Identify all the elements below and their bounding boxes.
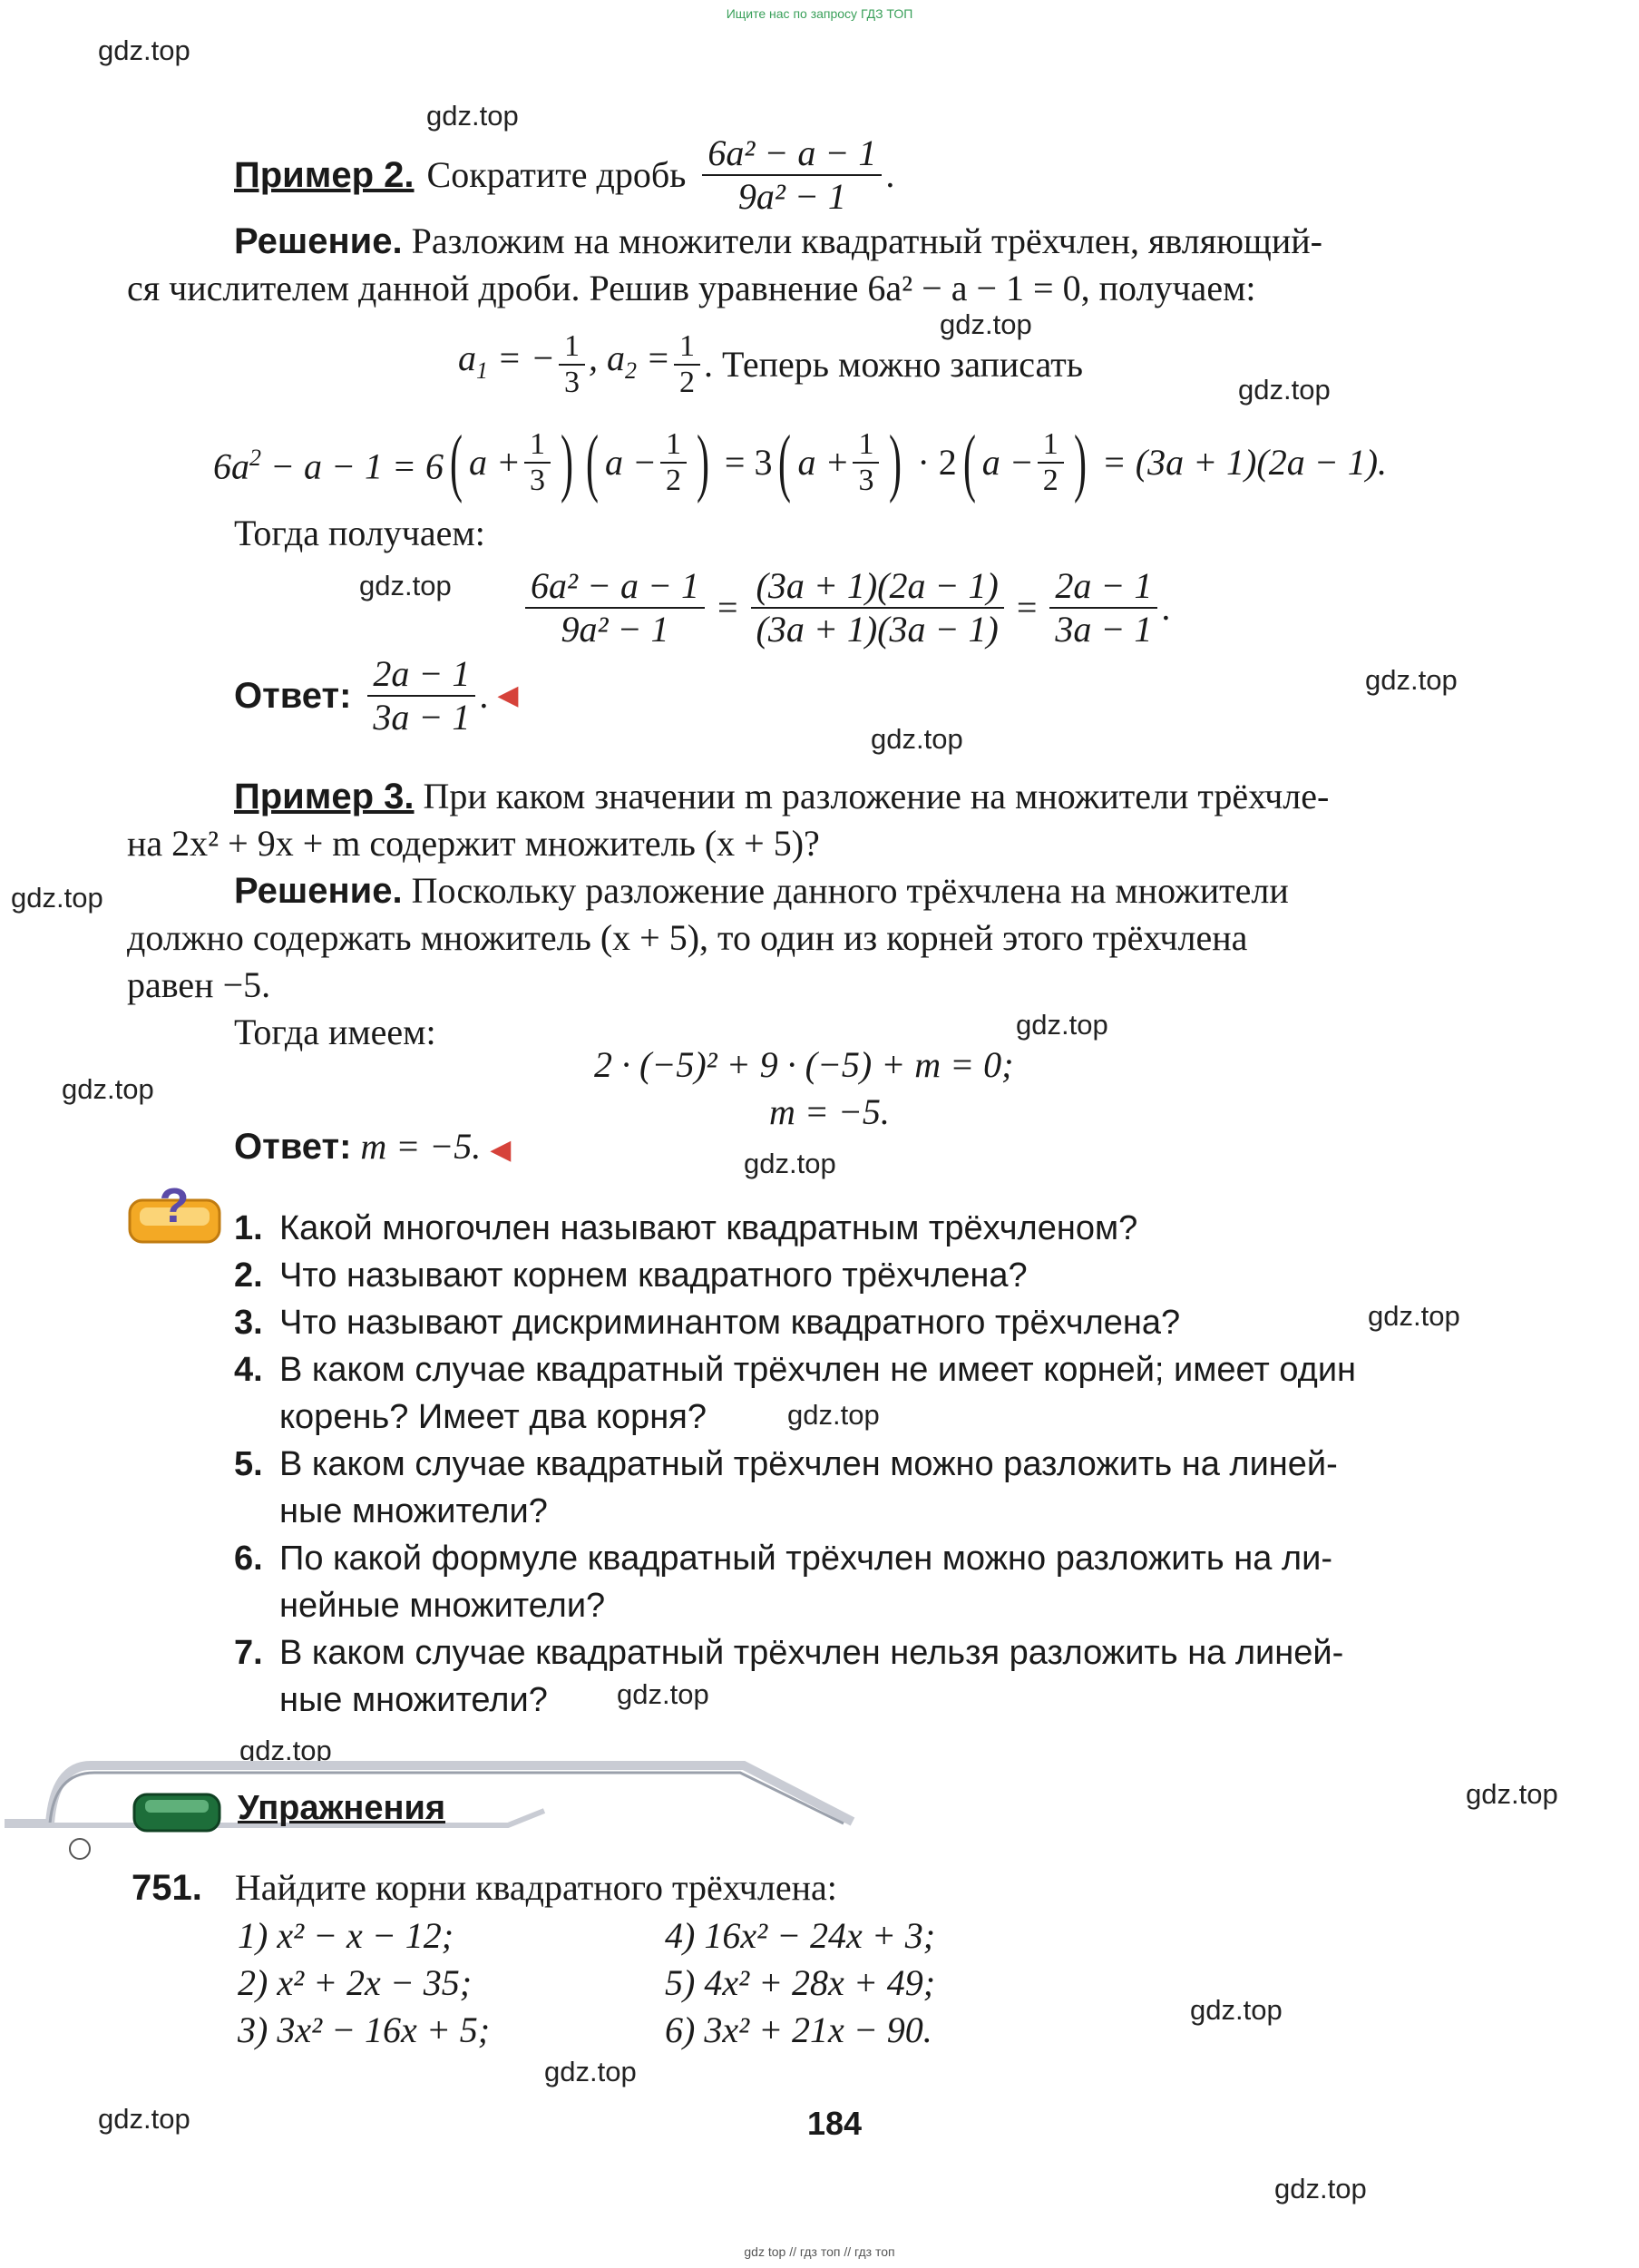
example2-task: Сократите дробь	[426, 154, 687, 195]
watermark: gdz.top	[787, 1399, 880, 1431]
questions-list	[234, 1205, 1551, 1724]
example2-header: Пример 2. Сократите дробь $\frac{\text{6a² − a − 1}}{\text{9a² − 1}}$ .	[234, 132, 895, 217]
watermark: gdz.top	[239, 1735, 332, 1766]
answer-label: Ответ:	[234, 676, 352, 716]
solution-text: Поскольку разложение данного трёхчлена на множители	[411, 870, 1289, 911]
example2-answer: Ответ: $\frac{2a - 1}{3a - 1}$ . ◀	[234, 653, 519, 738]
exercise-number: 751.	[132, 1868, 202, 1908]
exercise-items-right	[665, 1912, 935, 2054]
fraction-numerator: 6a² − a − 1	[702, 132, 882, 176]
answer-denominator: 3a − 1	[373, 697, 471, 738]
watermark: gdz.top	[98, 34, 190, 66]
watermark: gdz.top	[1368, 1300, 1460, 1332]
example2-label: Пример 2.	[234, 155, 415, 195]
end-marker-icon: ◀	[490, 1135, 512, 1165]
question-item: 2. Что называют корнем квадратного трёхчлена?	[234, 1256, 1028, 1295]
watermark: gdz.top	[1466, 1778, 1558, 1810]
example2-then: Тогда получаем:	[234, 513, 485, 553]
example3-answer	[234, 1123, 511, 1174]
watermark: gdz.top	[11, 882, 103, 914]
example3-then: Тогда имеем:	[234, 1012, 436, 1052]
solution-label: Решение.	[234, 871, 403, 911]
example3-task: При каком значении m разложение на множители трёхчле-	[423, 776, 1330, 816]
svg-text:?: ?	[159, 1184, 190, 1233]
example3-eq1: 2 · (−5)² + 9 · (−5) + m = 0;	[594, 1044, 1014, 1085]
exercise-item: 2) x² + 2x − 35;	[238, 1962, 473, 2003]
exercise-751	[132, 1864, 837, 1911]
watermark: gdz.top	[871, 723, 963, 755]
answer-value: m = −5.	[360, 1126, 482, 1167]
solution-label: Решение.	[234, 221, 403, 261]
watermark: gdz.top	[1238, 374, 1331, 406]
example2-factorization: $6a^2 - a - 1 = 6$ ( a + $\frac{1}{3}$ ) ( a − $\frac{1}{2}$ ) = 3 ( a + $\frac{1}{3}$ ) · 2 ( a − $\frac{1}{2}$ ) = (3a + 1)(2a − 1).	[213, 420, 1388, 504]
example3-solution-line3: равен −5.	[127, 964, 271, 1005]
example3-eq2: m = −5.	[769, 1091, 890, 1132]
question-item: 5. В каком случае квадратный трёхчлен можно разложить на линей- ные множители?	[234, 1445, 1338, 1530]
watermark: gdz.top	[359, 570, 452, 601]
exercise-item: 4) 16x² − 24x + 3;	[665, 1915, 936, 1956]
question-item: 1. Какой многочлен называют квадратным трёхчленом?	[234, 1209, 1138, 1247]
example2-roots: $a_1$ = − $\frac{1}{3}$ , $a_2$ = $\frac{1}{2}$ . Теперь можно записать	[458, 329, 1083, 399]
watermark: gdz.top	[1190, 1994, 1283, 2026]
end-marker-icon: ◀	[497, 680, 519, 710]
exercise-item: 6) 3x² + 21x − 90.	[665, 2009, 932, 2050]
exercise-item: 5) 4x² + 28x + 49;	[665, 1962, 936, 2003]
example2-solution-line1	[234, 218, 1549, 265]
top-note: Ищите нас по запросу ГДЗ ТОП	[726, 6, 913, 21]
question-item: 7. В каком случае квадратный трёхчлен нельзя разложить на линей- ные множители?	[234, 1634, 1344, 1719]
exercise-item: 3) 3x² − 16x + 5;	[238, 2009, 491, 2050]
solution-text: Разложим на множители квадратный трёхчлен, являющий-	[411, 220, 1322, 261]
example3-line1	[234, 773, 1549, 820]
exercise-task: Найдите корни квадратного трёхчлена:	[234, 1867, 837, 1908]
bottom-note: gdz top // гдз топ // гдз топ	[744, 2244, 895, 2259]
watermark: gdz.top	[617, 1678, 709, 1710]
question-item: 3. Что называют дискриминантом квадратного трёхчлена?	[234, 1304, 1181, 1342]
answer-numerator: 2a − 1	[367, 653, 475, 697]
watermark: gdz.top	[1016, 1009, 1108, 1041]
example2-reduction: $\frac{\text{6a² − a − 1}}{\text{9a² − 1}}$ = $\frac{(3a + 1)(2a - 1)}{(3a + 1)(3a - 1)}$ = $\frac{2a - 1}{3a - 1}$ .	[522, 558, 1170, 658]
roots-text: Теперь можно записать	[721, 344, 1083, 385]
exercises-title: Упражнения	[238, 1789, 446, 1827]
answer-label: Ответ:	[234, 1127, 352, 1167]
watermark: gdz.top	[1365, 664, 1458, 696]
example3-solution-line1	[234, 867, 1549, 914]
watermark: gdz.top	[98, 2103, 190, 2135]
question-item: 4. В каком случае квадратный трёхчлен не имеет корней; имеет один корень? Имеет два корня?	[234, 1351, 1357, 1436]
watermark: gdz.top	[940, 308, 1032, 340]
exercise-item: 1) x² − x − 12;	[238, 1915, 454, 1956]
question-item: 6. По какой формуле квадратный трёхчлен можно разложить на ли- нейные множители?	[234, 1540, 1332, 1625]
example3-solution-line2: должно содержать множитель (x + 5), то один из корней этого трёхчлена	[127, 917, 1248, 958]
watermark: gdz.top	[1274, 2173, 1367, 2204]
example3-line2: на 2x² + 9x + m содержит множитель (x + 5)?	[127, 823, 820, 864]
question-icon	[127, 1184, 222, 1246]
example2-solution-line2: ся числителем данной дроби. Решив уравнение 6a² − a − 1 = 0, получаем:	[127, 268, 1256, 308]
watermark: gdz.top	[426, 100, 519, 132]
example2-fraction	[702, 132, 882, 218]
example3-label: Пример 3.	[234, 777, 415, 816]
fraction-denominator: 9a² − 1	[737, 176, 846, 217]
exercise-items-left	[238, 1912, 490, 2054]
watermark: gdz.top	[744, 1148, 836, 1179]
page-number: 184	[807, 2105, 863, 2142]
watermark: gdz.top	[62, 1073, 154, 1105]
watermark: gdz.top	[544, 2056, 637, 2087]
